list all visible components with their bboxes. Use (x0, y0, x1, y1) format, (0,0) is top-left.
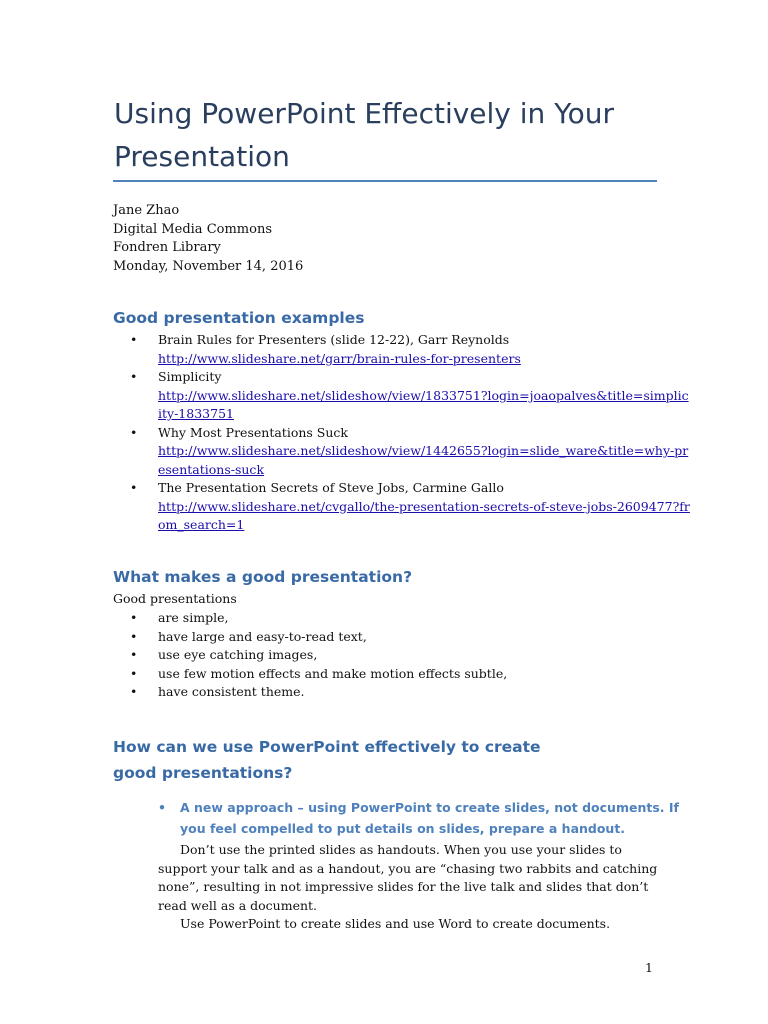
document-date: Monday, November 14, 2016 (113, 258, 304, 274)
example-title: Simplicity (158, 369, 222, 384)
bullet-icon: • (130, 332, 138, 347)
bullet-icon: • (158, 800, 166, 815)
body-paragraph: Use PowerPoint to create slides and use Word to create documents. (180, 916, 611, 931)
author-block (113, 202, 303, 276)
example-title: Brain Rules for Presenters (slide 12-22), Garr Reynolds (158, 332, 510, 347)
author-library: Fondren Library (113, 240, 221, 255)
good-presentation-list (130, 609, 690, 702)
list-item: • have consistent theme. (130, 683, 690, 702)
document-title: Using PowerPoint Effectively in Your Presentation (114, 97, 614, 173)
list-item (130, 368, 690, 424)
list-item: • use few motion effects and make motion effects subtle, (130, 665, 690, 684)
approach-bullet (158, 797, 700, 839)
good-presentations-intro: Good presentations (113, 591, 237, 606)
examples-list (130, 331, 690, 535)
page-number: 1 (645, 960, 653, 975)
list-item (130, 424, 690, 480)
author-department: Digital Media Commons (113, 221, 272, 237)
bullet-icon: • (130, 610, 138, 625)
bullet-icon: • (130, 647, 138, 662)
howto-body (158, 841, 658, 934)
howto-heading: How can we use PowerPoint effectively to create good presentations? (113, 738, 541, 782)
list-item: • are simple, (130, 609, 690, 628)
title-divider (113, 180, 657, 182)
list-item (130, 479, 690, 535)
body-paragraph: Don’t use the printed slides as handouts. When you use your slides to support your talk and as a handout, you are “chasing two rabbits and catching none”, resulting in not impressive slides for the live talk and slides that don’t read well as a document. (158, 842, 658, 913)
bullet-icon: • (130, 684, 138, 699)
list-item (130, 331, 690, 368)
good-presentation-heading: What makes a good presentation? (113, 568, 413, 586)
example-link[interactable]: http://www.slideshare.net/slideshow/view/1442655?login=slide_ware&title=why-presentations-suck (158, 443, 689, 477)
bullet-icon: • (130, 628, 138, 644)
example-title: The Presentation Secrets of Steve Jobs, Carmine Gallo (158, 480, 504, 495)
author-name: Jane Zhao (113, 203, 180, 218)
list-item: • use eye catching images, (130, 646, 690, 665)
bullet-icon: • (130, 424, 138, 440)
approach-text: A new approach – using PowerPoint to create slides, not documents. If you feel compelled to put details on slides, prepare a handout. (180, 800, 679, 836)
examples-heading: Good presentation examples (113, 309, 365, 327)
bullet-icon: • (130, 369, 138, 384)
example-title: Why Most Presentations Suck (158, 424, 348, 440)
bullet-icon: • (130, 665, 138, 681)
list-item: • have large and easy-to-read text, (130, 628, 690, 647)
example-link[interactable]: http://www.slideshare.net/slideshow/view/1833751?login=joaopalves&title=simplicity-1833751 (158, 387, 689, 421)
example-link[interactable]: http://www.slideshare.net/garr/brain-rules-for-presenters (158, 350, 521, 366)
example-link[interactable]: http://www.slideshare.net/cvgallo/the-presentation-secrets-of-steve-jobs-2609477?from_search=1 (158, 498, 690, 532)
bullet-icon: • (130, 480, 138, 495)
